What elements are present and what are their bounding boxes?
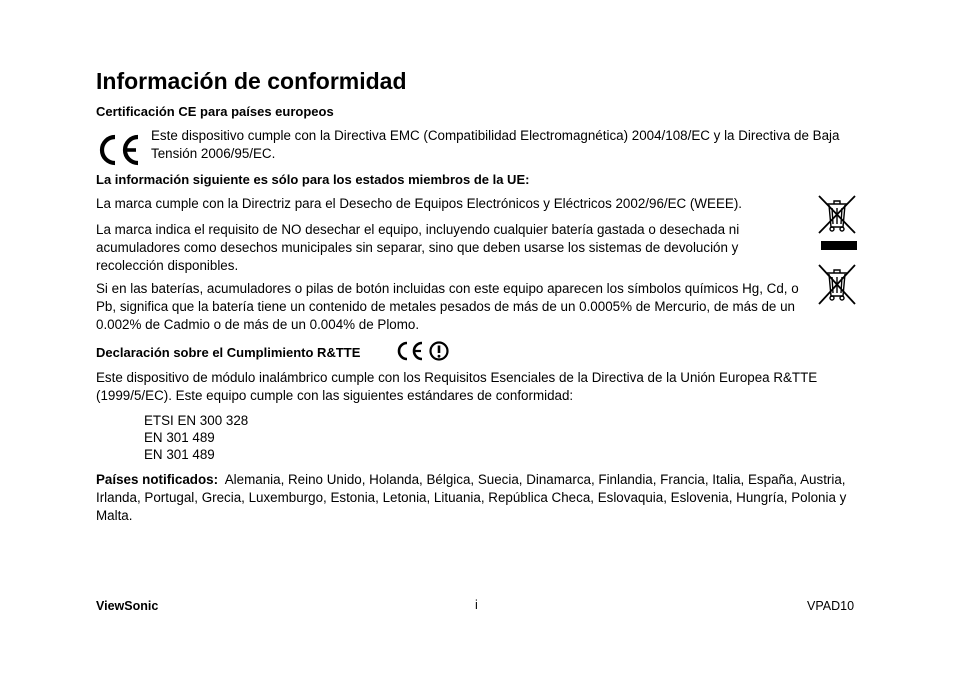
disposal-paragraph: La marca indica el requisito de NO desechar el equipo, incluyendo cualquier batería gastada o desechada ni acumuladores como desechos municipales sin separar, sino que deben usarse los sistemas de devolución y recolección disponibles.: [96, 222, 740, 273]
standards-list: [144, 412, 248, 463]
ce-alert-mark-icon: [396, 339, 452, 363]
ce-mark-icon: [96, 132, 142, 168]
footer-model: VPAD10: [807, 599, 855, 613]
eu-heading: La información siguiente es sólo para los estados miembros de la UE:: [96, 172, 530, 187]
countries-paragraph: [96, 471, 861, 525]
weee-bar: [821, 241, 857, 250]
ce-heading: Certificación CE para países europeos: [96, 104, 334, 119]
standard-item: ETSI EN 300 328: [144, 413, 249, 428]
page-title: Información de conformidad: [96, 68, 407, 94]
countries-text: Alemania, Reino Unido, Holanda, Bélgica, Suecia, Dinamarca, Finlandia, Francia, Italia, España, Austria, Irlanda, Portugal, Grecia, Luxemburgo, Estonia, Letonia, Lituania, República Checa, Eslovaquia, Eslovenia, Hungría, Polonia y Malta.: [96, 472, 847, 523]
footer-page-number: i: [475, 598, 478, 612]
weee-bin-icon: [815, 193, 861, 235]
standard-item: EN 301 489: [144, 430, 215, 445]
weee-battery-bin-icon: [815, 262, 861, 306]
battery-paragraph: Si en las baterías, acumuladores o pilas de botón incluidas con este equipo aparecen los símbolos químicos Hg, Cd, o Pb, significa que la batería tiene un contenido de metales pesados de más de un 0.0005% de Mercurio, de más de un 0.002% de Cadmio o de más de un 0.004% de Plomo.: [96, 281, 799, 332]
rtte-text: Este dispositivo de módulo inalámbrico cumple con los Requisitos Esenciales de la Directiva de la Unión Europea R&TTE (1999/5/EC). Este equipo cumple con las siguientes estándares de conformidad:: [96, 370, 818, 403]
ce-text: Este dispositivo cumple con la Directiva EMC (Compatibilidad Electromagnética) 2004/108/EC y la Directiva de Baja Tensión 2006/95/EC.: [151, 128, 840, 161]
rtte-heading: Declaración sobre el Cumplimiento R&TTE: [96, 345, 361, 360]
countries-label: Países notificados:: [96, 472, 219, 487]
standard-item: EN 301 489: [144, 447, 215, 462]
weee-paragraph: La marca cumple con la Directriz para el Desecho de Equipos Electrónicos y Eléctricos 2002/96/EC (WEEE).: [96, 196, 743, 211]
footer-brand: ViewSonic: [96, 599, 159, 613]
